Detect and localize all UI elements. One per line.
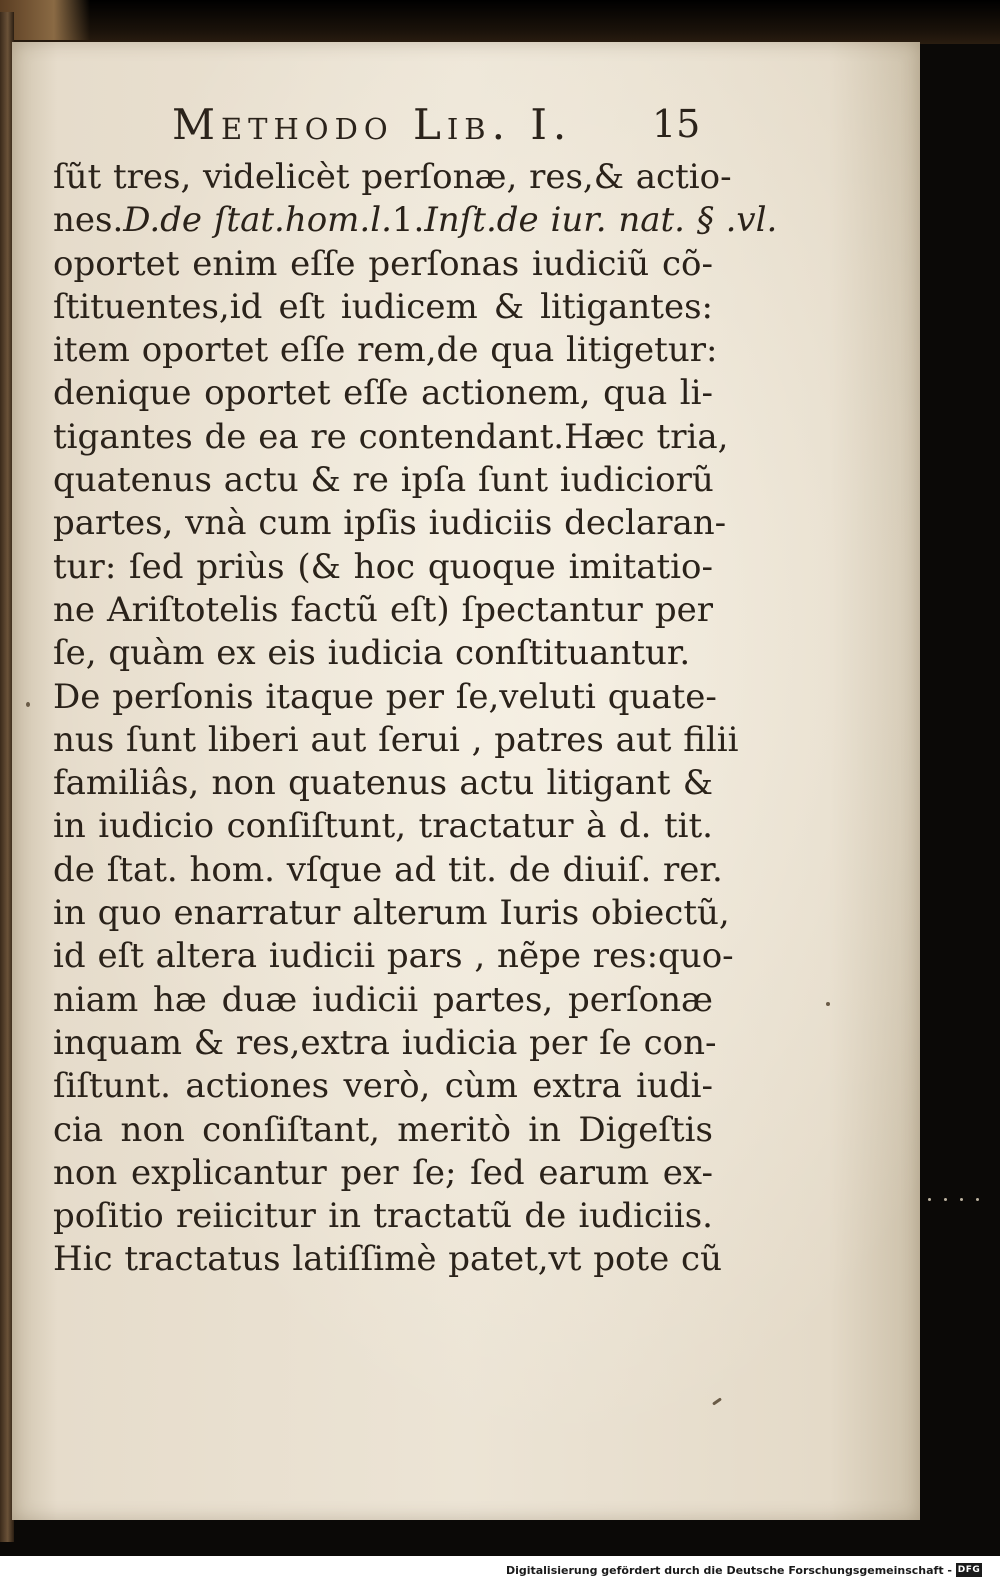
text-line-22: ſiſtunt. actiones verò, cùm extra iudi-	[53, 1066, 713, 1107]
citation-digest: D.de ſtat.hom.l.	[123, 200, 392, 241]
running-title: Methodo Lib. I.	[172, 100, 573, 149]
text-line-1: ſũt tres, videlicèt perſonæ, res,& actio-	[53, 157, 732, 197]
text-line-10: tur: ſed priùs (& hoc quoque imitatio-	[53, 546, 713, 587]
text-line-21: inquam & res,extra iudicia per ſe con-	[53, 1022, 717, 1063]
text-line-16: in iudicio conſiſtunt, tractatur à d. tit.	[53, 806, 713, 847]
funding-credit: Digitalisierung gefördert durch die Deutsche Forschungsgemeinschaft -	[505, 1564, 952, 1577]
body-text	[53, 156, 778, 1282]
text-line-2	[53, 199, 778, 242]
text-line-3: oportet enim eſſe perſonas iudiciũ cõ-	[53, 243, 713, 284]
binding-top-edge	[0, 0, 1000, 44]
text-line-15: familiâs, non quatenus actu litigant &	[53, 763, 713, 804]
text-line-9: partes, vnà cum ipſis iudiciis declaran-	[53, 503, 727, 544]
dfg-logo: DFG	[957, 1565, 981, 1575]
text-line-17: de ſtat. hom. vſque ad tit. de diuiſ. rer.	[53, 849, 723, 890]
text-line-5: item oportet eſſe rem,de qua litigetur:	[53, 330, 718, 371]
line-2-start: nes.	[53, 200, 124, 241]
text-line-4: ſtituentes,id eſt iudicem & litigantes:	[53, 286, 713, 327]
citation-number: 1.	[391, 200, 425, 241]
citation-institutes: Inſt.de iur. nat.	[424, 200, 685, 241]
text-line-6: denique oportet eſſe actionem, qua li-	[53, 373, 713, 414]
text-line-26: Hic tractatus latiſſimè patet,vt pote cũ	[53, 1239, 722, 1280]
text-line-8: quatenus actu & re ipſa ſunt iudiciorũ	[53, 460, 714, 501]
text-line-18: in quo enarratur alterum Iuris obiectũ,	[53, 893, 730, 934]
text-line-13: De perſonis itaque per ſe,veluti quate-	[53, 676, 717, 717]
text-line-14: nus ſunt liberi aut ſerui , patres aut filii	[53, 719, 739, 760]
text-line-12: ſe, quàm ex eis iudicia conſtituantur.	[53, 633, 691, 674]
text-line-24: non explicantur per ſe; ſed earum ex-	[53, 1152, 713, 1193]
book-page	[12, 42, 920, 1520]
citation-section: § .vl.	[696, 200, 778, 241]
scan-artifact-dots	[928, 1198, 988, 1204]
paper-mark	[712, 1397, 722, 1405]
text-line-7: tigantes de ea re contendant.Hæc tria,	[53, 416, 729, 457]
paper-speck	[826, 1002, 830, 1006]
page-number: 15	[652, 102, 701, 146]
text-line-23: cia non conſiſtant, meritò in Digeſtis	[53, 1109, 713, 1150]
text-line-11: ne Ariſtotelis factũ eſt) ſpectantur per	[53, 589, 713, 630]
paper-speck	[26, 702, 30, 707]
text-line-25: poſitio reiicitur in tractatũ de iudiciis.	[53, 1196, 713, 1237]
digitization-footer	[0, 1556, 1000, 1586]
text-line-19: id eſt altera iudicii pars , nẽpe res:quo-	[53, 936, 734, 977]
text-line-20: niam hæ duæ iudicii partes, perſonæ	[53, 979, 713, 1020]
